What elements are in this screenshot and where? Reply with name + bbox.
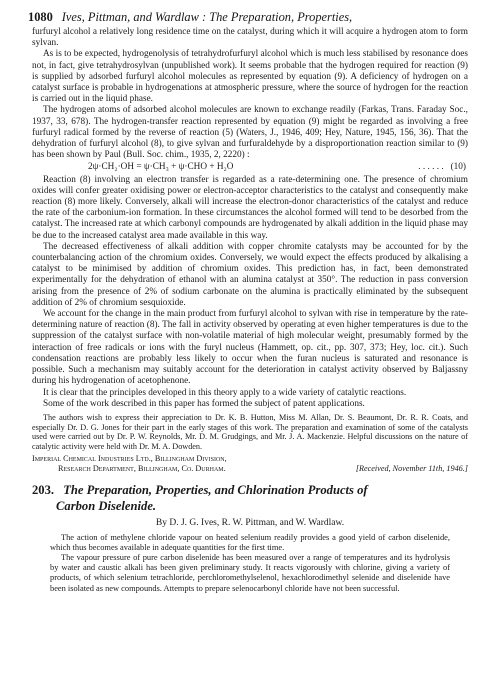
abstract-paragraph-1: The action of methylene chloride vapour on heated selenium readily provides a good yield of carbon diselenide, which thus becomes available in adequate quantities for the first time. — [50, 533, 450, 553]
body-paragraph-6: We account for the change in the main product from furfuryl alcohol to sylvan with rise in temperature by the rate-determining nature of reaction (8). The fall in activity observed by operating at even higher temperatures is due to the suppression of the catalyst surface with non-volatile material of high molecular weight, presumably formed by the interaction of free radicals or ions with the furyl nucleus (Hammett, op. cit., pp. 307, 373; Hey, loc. cit.). Such condensation reactions are probably less likely to occur when the furan nucleus is saturated and resonance is possible. Such a mechanism may suitably account for the deterioration in catalyst activity observed by Baljassny during his hydrogenation of acetophenone. — [32, 309, 468, 387]
equation-10 — [32, 162, 468, 173]
equation-text: 2ψ·CH₂·OH = ψ·CH₃ + ψ·CHO + H₂O — [88, 162, 234, 173]
body-paragraph-2: As is to be expected, hydrogenolysis of tetrahydrofurfuryl alcohol which is much less stabilised by resonance does not, in fact, give tetrahydrosylvan (unpublished work). It seems probable that the hydrogen required for reaction (9) is supplied by adsorbed furfuryl alcohol molecules as represented by equation (9). A deficiency of hydrogen on a catalyst surface is probable in hydrogenations at atmospheric pressure, where the source of hydrogen for the reaction is carried out in the liquid phase. — [32, 49, 468, 105]
article-number: 203. — [32, 483, 55, 498]
body-paragraph-5: The decreased effectiveness of alkali addition with copper chromite catalysts may be accounted for by the counterbalancing action of the chromium oxides. Conversely, we would expect the effects produced by alkalising a catalyst to be minimised by addition of chromium oxides. This prediction has, in fact, been demonstrated experimentally for the dehydration of ethanol with an alumina catalyst at 350°. The reduction in pass conversion arising from the presence of 2% of sodium carbonate on the alumina is practically eliminated by the subsequent addition of 2% of chromium sesquioxide. — [32, 241, 468, 308]
affiliation-line-1: Imperial Chemical Industries Ltd., Billingham Division, — [32, 454, 227, 464]
body-paragraph-7: It is clear that the principles developed in this theory apply to a wide variety of catalytic reactions. — [43, 387, 407, 398]
received-date: [Received, November 11th, 1946.] — [355, 463, 468, 473]
affiliation-line-2-row — [32, 464, 468, 474]
body-paragraph-1: furfuryl alcohol a relatively long residence time on the catalyst, during which it will acquire a hydrogen atom to form sylvan. — [32, 27, 468, 49]
article-authors: By D. J. G. Ives, R. W. Pittman, and W. Wardlaw. — [155, 517, 345, 528]
body-paragraph-8: Some of the work described in this paper has formed the subject of patent applications. — [43, 398, 365, 409]
abstract-paragraph-2: The vapour pressure of pure carbon diselenide has been measured over a range of temperatures and its hydrolysis by water and caustic alkali has been given preliminary study. It reacts vigorously with chlorine, giving a variety of products, of which selenium tetrachloride, perchloromethylselenol, hexachlorodimethyl selenide and diselenide have been isolated as new compounds. Attempts to prepare selenocarbonyl chloride have not been successful. — [50, 553, 450, 593]
equation-number: . . . . . . (10) — [418, 162, 466, 173]
page-number: 1080 — [28, 10, 53, 24]
affiliation-line-2: Research Department, Billingham, Co. Durham. — [58, 463, 226, 473]
article-title-line-1: The Preparation, Properties, and Chlorination Products of — [63, 483, 368, 498]
running-head — [28, 10, 468, 25]
running-title: Ives, Pittman, and Wardlaw : The Preparation, Properties, — [61, 10, 353, 24]
affiliation-block — [32, 454, 468, 473]
article-title-line-2: Carbon Diselenide. — [56, 498, 157, 513]
acknowledgement — [32, 413, 468, 451]
abstract — [32, 533, 468, 594]
acknowledgement-text: The authors wish to express their appreciation to Dr. K. B. Hutton, Miss M. Allan, Dr. S. Beaumont, Dr. R. R. Coats, and especially Dr. D. G. Jones for their part in the early stages of this work. The preparation and examination of some of the catalysts used were carried out by Dr. P. W. Reynolds, Mr. D. M. Grudgings, and Mr. J. A. Mackenzie. Helpful discussions on the nature of catalytic activity were held with Dr. M. A. Dowden. — [32, 412, 468, 451]
body-paragraph-4: Reaction (8) involving an electron transfer is regarded as a rate-determining one. The presence of chromium oxides will confer greater oxidising power or electron-acceptor characteristics to the catalyst and consequently make reaction (8) more likely. Conversely, alkali will increase the electron-donor characteristics of the catalyst and reduce the rate of the carbonium-ion formation. In these circumstances the alcohol formed will tend to be desorbed from the catalyst. The increased rate at which carbonyl compounds are hydrogenated by alkali addition in the liquid phase may be due to the increased catalyst area made available in this way. — [32, 174, 468, 241]
article-heading — [32, 483, 468, 513]
body-paragraph-3: The hydrogen atoms of adsorbed alcohol molecules are known to exchange readily (Farkas, Trans. Faraday Soc., 1937, 33, 678). The hydrogen-transfer reaction represented by equation (9) might be regarded as involving a free furfuryl radical formed by the reverse of reaction (5) (Waters, J., 1946, 409; Hey, Nature, 1945, 156, 36). That the dehydration of furfuryl alcohol (8), to give sylvan and furfuraldehyde by a disproportionation reaction similar to (9) has been shown by Paul (Bull. Soc. chim., 1935, 2, 2220) : — [32, 105, 468, 161]
